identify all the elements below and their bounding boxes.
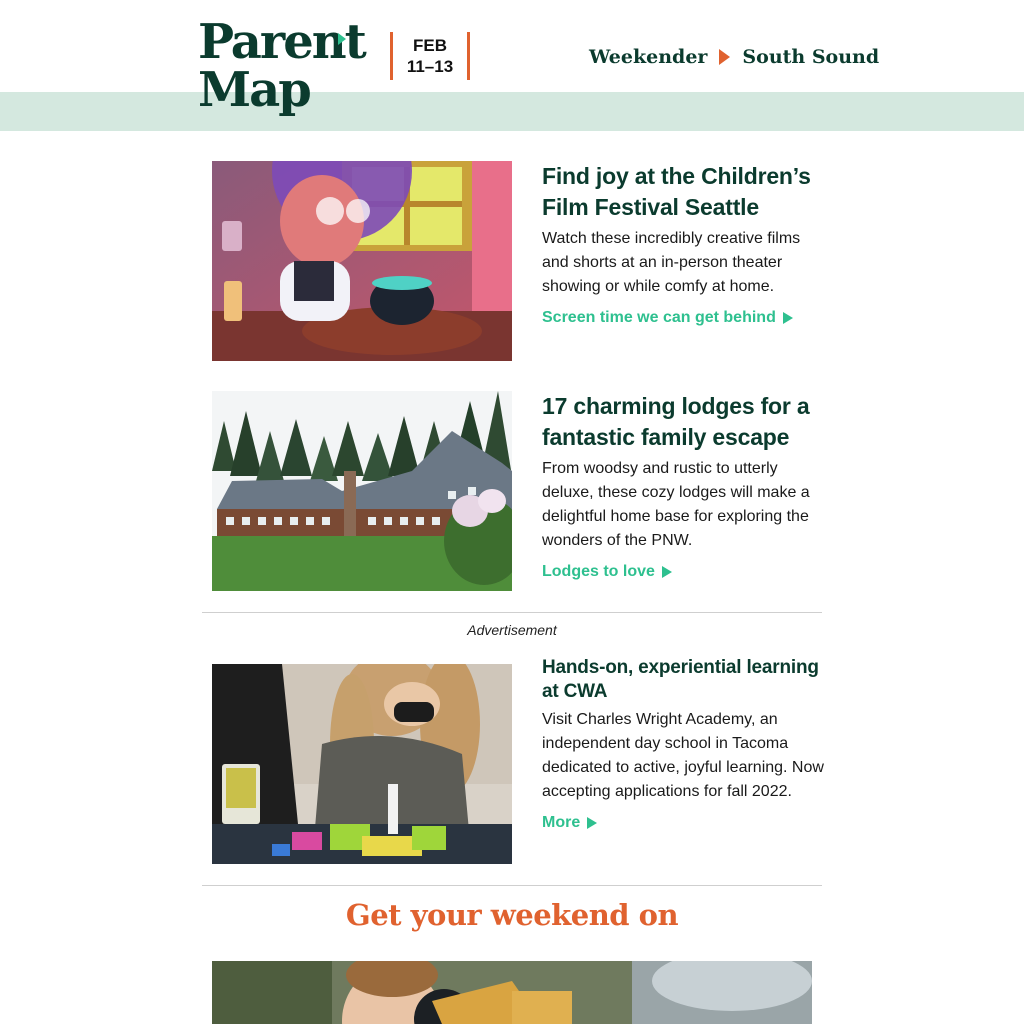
weekend-hero-image[interactable]: [212, 961, 812, 1024]
logo-word-parent: Parent: [198, 14, 365, 70]
cwa-ad-image[interactable]: [212, 664, 512, 864]
newsletter-header: [0, 0, 1024, 131]
article-headline[interactable]: 17 charming lodges for a fantastic family escape: [542, 393, 810, 450]
ad-headline[interactable]: Hands-on, experiential learning at CWA: [542, 657, 819, 702]
ad-more-link[interactable]: [542, 814, 597, 832]
lodges-text: [542, 391, 824, 581]
link-label: More: [542, 814, 581, 831]
film-festival-text: [542, 161, 824, 327]
ad-cwa: [212, 656, 824, 864]
link-label: Lodges to love: [542, 563, 655, 580]
link-label: Screen time we can get behind: [542, 309, 776, 326]
parentmap-logo[interactable]: [198, 14, 365, 122]
article-lodges: [212, 391, 824, 591]
ad-blurb: Visit Charles Wright Academy, an independent day school in Tacoma dedicated to active, joyful learning. Now accepting applications for fall 2022.: [542, 711, 824, 800]
lodges-link[interactable]: [542, 563, 672, 581]
crumb-south-sound[interactable]: South Sound: [742, 46, 880, 68]
advertisement-label: Advertisement: [467, 622, 557, 638]
issue-days: 11–13: [406, 57, 454, 76]
article-blurb: Watch these incredibly creative films and shorts at an in-person theater showing or while comfy at home.: [542, 230, 801, 295]
screen-time-link[interactable]: [542, 309, 793, 327]
film-festival-image[interactable]: [212, 161, 512, 361]
article-headline[interactable]: Find joy at the Children’s Film Festival Seattle: [542, 163, 811, 220]
divider-top-ad: [202, 612, 822, 613]
play-arrow-icon: [587, 817, 597, 829]
play-arrow-icon: [662, 566, 672, 578]
issue-month: FEB: [413, 36, 447, 55]
logo-triangle-icon: [338, 33, 346, 45]
lodge-image[interactable]: [212, 391, 512, 591]
section-title: Get your weekend on: [345, 898, 679, 932]
cwa-ad-text: [542, 656, 824, 832]
header-band: [0, 92, 1024, 131]
edition-breadcrumb: [589, 44, 879, 70]
logo-word-map: Map: [198, 62, 310, 118]
article-film-festival: [212, 161, 824, 361]
crumb-weekender[interactable]: Weekender: [589, 46, 708, 68]
crumb-arrow-icon: [719, 49, 730, 65]
play-arrow-icon: [783, 312, 793, 324]
issue-date-box: [390, 32, 470, 80]
article-blurb: From woodsy and rustic to utterly deluxe, these cozy lodges will make a delightful home base for exploring the wonders of the PNW.: [542, 460, 810, 549]
divider-bottom-ad: [202, 885, 822, 886]
